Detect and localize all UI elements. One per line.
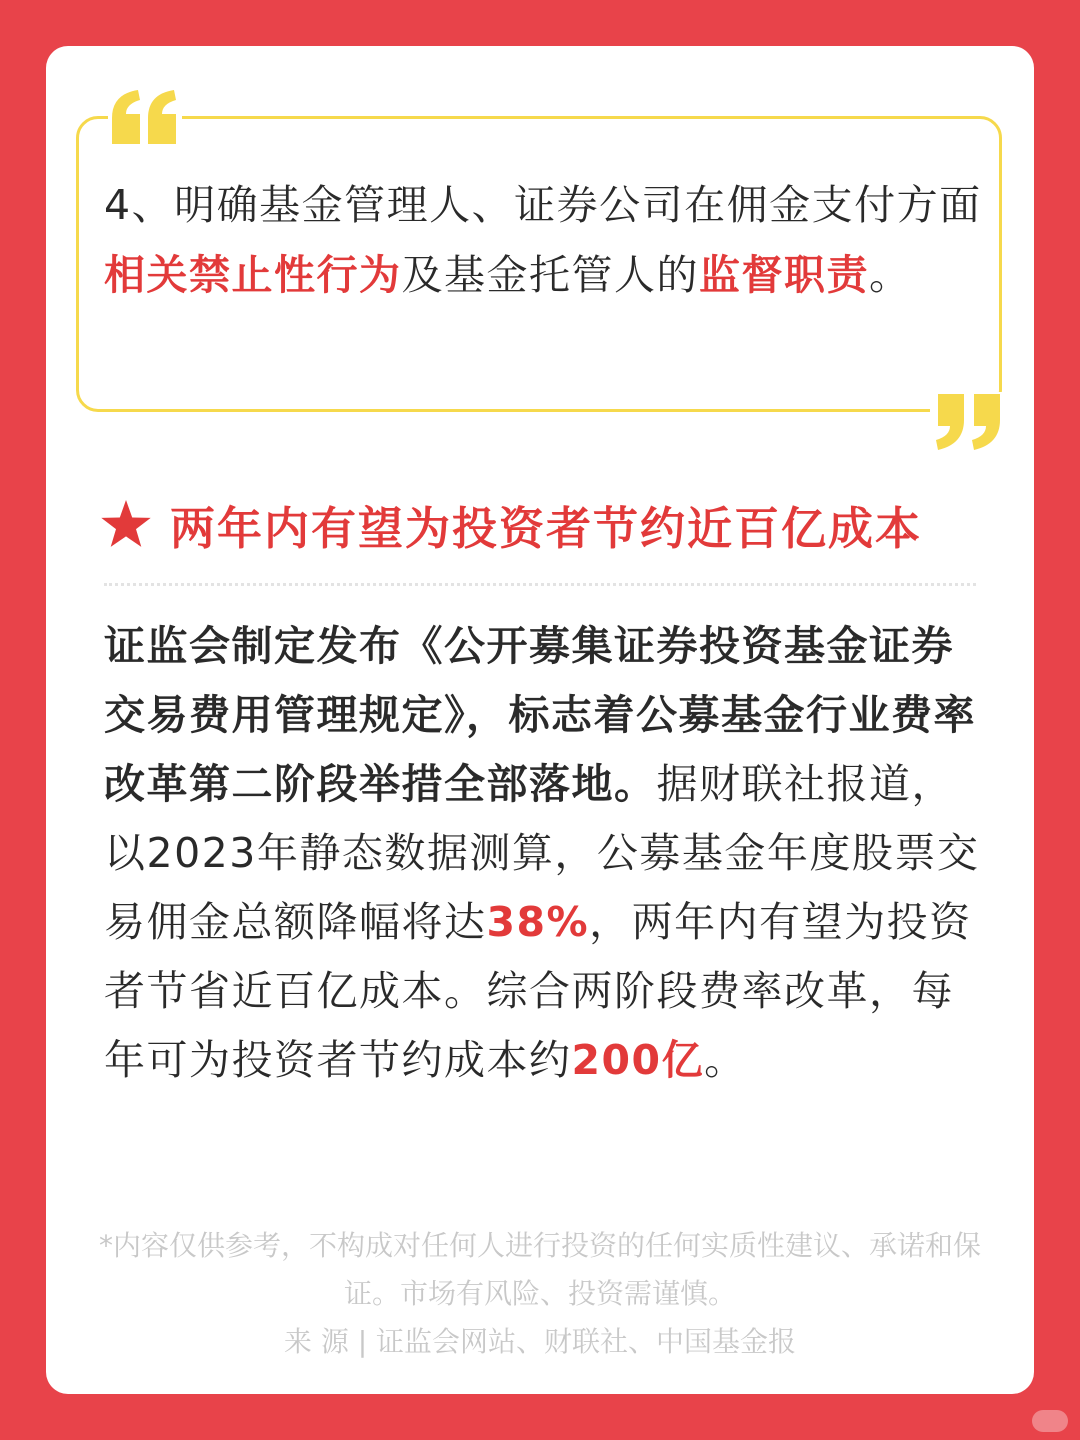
source-text: 来 源 | 证监会网站、财联社、中国基金报 (283, 1325, 797, 1358)
body-bold-lead: 证监会制定发布《公开募集证券投资基金证券交易费用管理规定》，标志着公募基金行业费率改革第二阶段举措全部落地。 (104, 622, 976, 808)
section-heading (100, 494, 1000, 554)
quote-part-3: 。 (869, 251, 912, 299)
dotted-divider (104, 583, 976, 586)
quote-text (104, 170, 984, 310)
quote-part-1: 4、明确基金管理人、证券公司在佣金支付方面 (104, 181, 982, 229)
body-part-3: 。 (704, 1036, 747, 1084)
section-title: 两年内有望为投资者节约近百亿成本 (170, 501, 923, 555)
body-part-1: 据财联社报道，以2023年静态数据测算，公募基金年度股票交易佣金总额降幅将达 (104, 760, 980, 946)
star-icon (100, 498, 152, 550)
body-highlight-percent: 38% (486, 898, 590, 946)
quote-highlight-1: 相关禁止性行为 (104, 251, 402, 299)
body-highlight-amount: 200亿 (571, 1036, 705, 1084)
body-paragraph (104, 612, 984, 1095)
body-part-2: ，两年内有望为投资者节省近百亿成本。综合两阶段费率改革，每年可为投资者节约成本约 (104, 898, 972, 1084)
quote-highlight-2: 监督职责 (699, 251, 869, 299)
disclaimer-text: *内容仅供参考，不构成对任何人进行投资的任何实质性建议、承诺和保证。市场有风险、投资需谨慎。 (98, 1229, 981, 1310)
open-quote-icon (108, 88, 182, 148)
content-card (46, 46, 1034, 1394)
watermark-badge (1032, 1410, 1068, 1432)
quote-part-2: 及基金托管人的 (401, 251, 699, 299)
close-quote-icon (930, 392, 1010, 452)
